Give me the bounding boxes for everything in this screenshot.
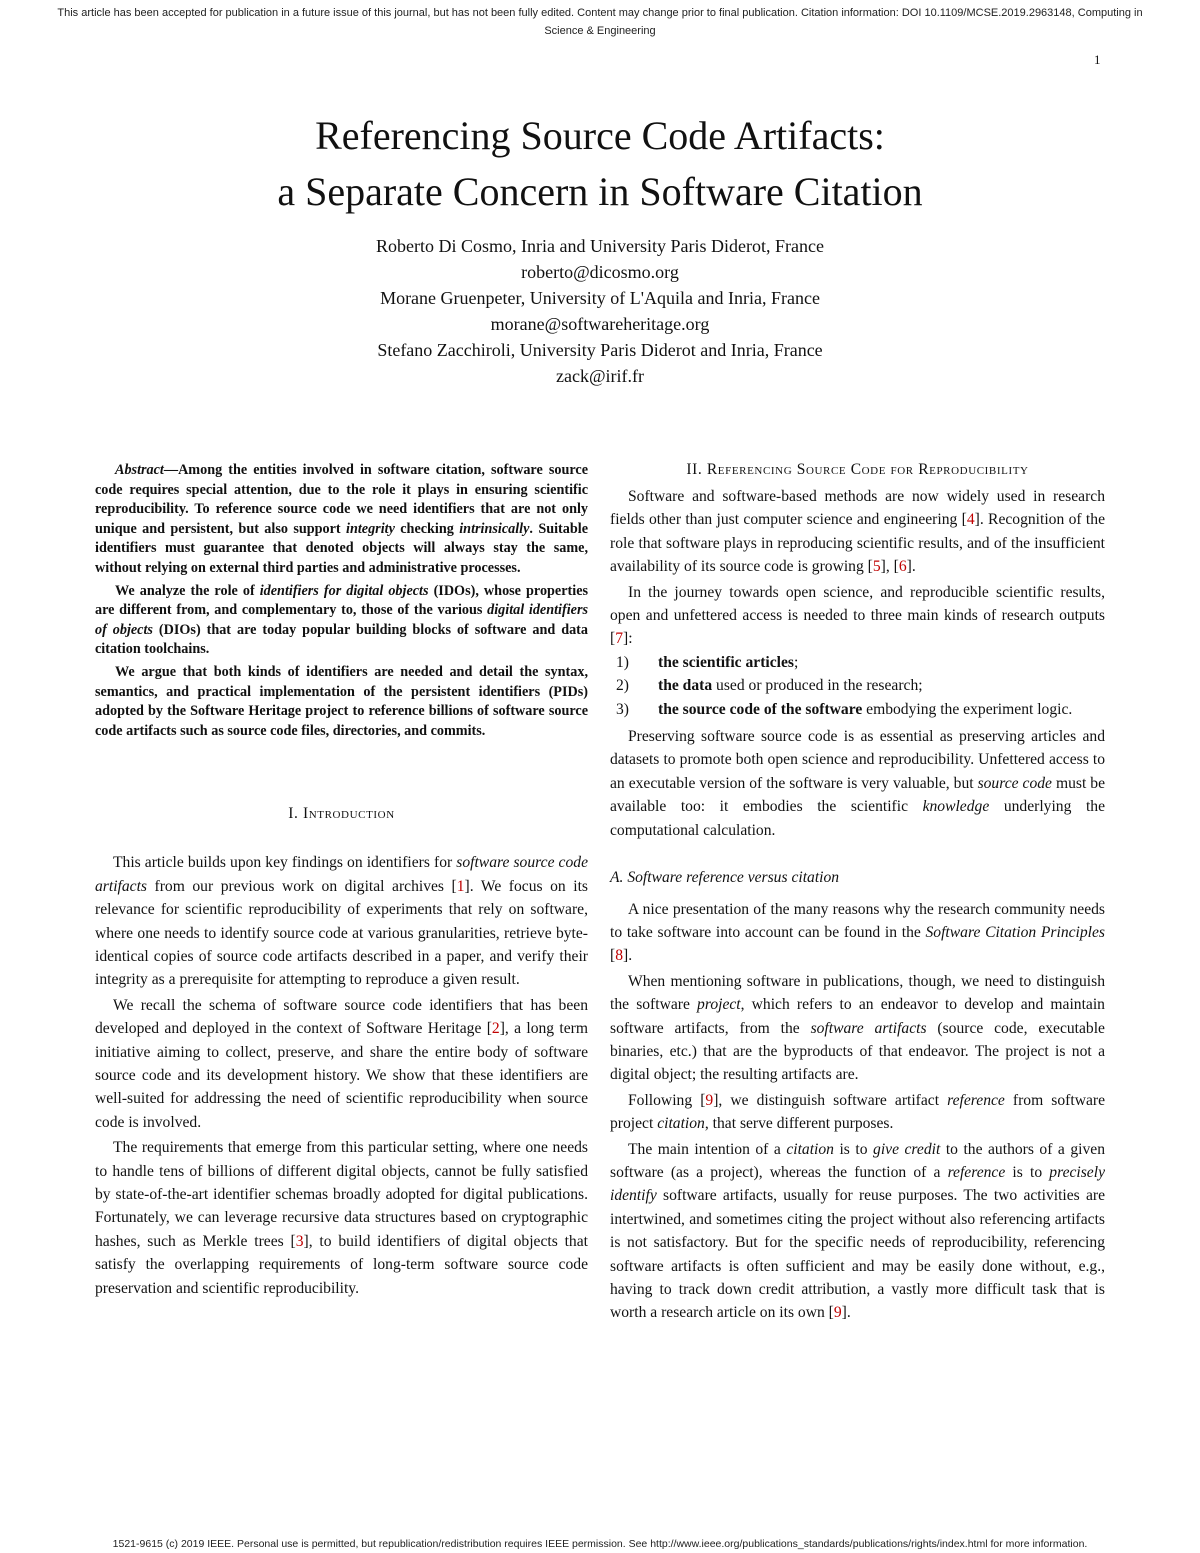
author-email[interactable]: zack@irif.fr	[555, 366, 645, 386]
copyright-footer: 1521-9615 (c) 2019 IEEE. Personal use is permitted, but republication/redistribution requires IEEE permission. See http://www.ieee.org/publications_standards/publications/rights/index.html for more information.	[112, 1538, 1088, 1550]
abstract	[95, 461, 588, 741]
body-paragraph: Software and software-based methods are now widely used in research fields other than just computer science and engineering [4]. Recognition of the role that software plays in reproducing scientific results, and of the insufficient availability of its source code is growing [5], [6].	[610, 488, 1105, 576]
title-line-1: Referencing Source Code Artifacts:	[315, 113, 885, 158]
banner-line-1: This article has been accepted for publication in a future issue of this journal, but has not been fully edited. Content may change prior to final publication. Citation information: DOI 10.1109/MCSE.2019.2963148, Computing in	[57, 7, 1143, 19]
citation-link[interactable]: 1	[456, 877, 465, 895]
abstract-paragraph: We analyze the role of identifiers for digital objects (IDOs), whose properties are different from, and complementary to, those of the various digital identifiers of objects (DIOs) that are today popular building blocks of software and data citation toolchains.	[95, 582, 589, 658]
body-paragraph: Preserving software source code is as essential as preserving articles and datasets to promote both open science and reproducibility. Unfettered access to an executable version of the software is very valuable, but source code must be available too: it embodies the scientific knowledge underlying the computational calculation.	[610, 728, 1105, 839]
citation-link[interactable]: 6	[898, 558, 907, 576]
list-item: 2) the data used or produced in the research;	[616, 677, 923, 695]
author-email[interactable]: roberto@dicosmo.org	[521, 262, 679, 282]
author-affiliation: Stefano Zacchiroli, University Paris Diderot and Inria, France	[377, 340, 823, 360]
citation-link[interactable]: 2	[491, 1020, 500, 1038]
citation-link[interactable]: 7	[615, 630, 623, 648]
body-paragraph: A nice presentation of the many reasons why the research community needs to take software into account can be found in the Software Citation Principles [8].	[610, 900, 1105, 965]
abstract-label: Abstract	[115, 462, 164, 478]
body-paragraph: In the journey towards open science, and reproducible scientific results, open and unfettered access is needed to three main kinds of research outputs [7]:	[610, 583, 1105, 648]
page-number: 1	[1094, 52, 1101, 67]
section2-body-continued	[610, 725, 1105, 1325]
citation-link[interactable]: 3	[295, 1232, 304, 1250]
author-block	[0, 233, 1200, 389]
list-item: 3) the source code of the software embodying the experiment logic.	[616, 700, 1073, 718]
subsection-heading: A. Software reference versus citation	[610, 869, 840, 887]
introduction-body	[95, 851, 588, 1300]
body-paragraph: We recall the schema of software source code identifiers that has been developed and deployed in the context of Software Heritage [2], a long term initiative aiming to collect, preserve, and share the entire body of software source code and its development history. We show that these identifiers are well-suited for addressing the need of scientific reproducibility when source code is involved.	[95, 996, 588, 1131]
citation-link[interactable]: 9	[705, 1091, 714, 1109]
paper-title	[0, 108, 1200, 220]
citation-link[interactable]: 9	[833, 1304, 842, 1322]
research-outputs-list	[610, 651, 1105, 721]
section-heading-introduction: I. Introduction	[288, 805, 395, 823]
body-paragraph: The main intention of a citation is to give credit to the authors of a given software (as a project), whereas the function of a reference is to precisely identify software artifacts, usually for reuse purposes. The two activities are intertwined, and sometimes citing the project without also referencing artifacts is not satisfactory. But for the specific needs of reproducibility, referencing software artifacts is often sufficient and may be easily done without, e.g., having to track down credit attribution, a vastly more difficult task that is worth a research article on its own [9].	[610, 1140, 1105, 1322]
left-column	[95, 461, 588, 1300]
section2-body	[610, 485, 1105, 651]
citation-link[interactable]: 5	[872, 558, 881, 576]
abstract-paragraph: Abstract—Among the entities involved in software citation, software source code requires special attention, due to the role it plays in ensuring scientific reproducibility. To reference source code we need identifiers that are not only unique and persistent, but also support integrity checking intrinsically. Suitable identifiers must guarantee that denoted objects will always stay the same, without relying on external third parties and administrative processes.	[95, 462, 588, 576]
right-column	[610, 461, 1105, 1325]
list-item: 1) the scientific articles;	[616, 653, 799, 671]
section-heading-referencing: II. Referencing Source Code for Reproducibility	[686, 461, 1029, 478]
citation-link[interactable]: 8	[615, 947, 623, 965]
body-paragraph: When mentioning software in publications, though, we need to distinguish the software project, which refers to an endeavor to develop and maintain software artifacts, from the software artifacts (source code, executable binaries, etc.) that are the byproducts of that endeavor. The project is not a digital object; the resulting artifacts are.	[610, 972, 1105, 1084]
body-paragraph: Following [9], we distinguish software artifact reference from software project citation, that serve different purposes.	[610, 1091, 1105, 1133]
body-paragraph: This article builds upon key findings on identifiers for software source code artifacts from our previous work on digital archives [1]. We focus on its relevance for scientific reproducibility of experiments that rely on software, where one needs to identify source code at various granularities, retrieve byte-identical copies of source code artifacts described in a paper, and verify their integrity as a prerequisite for attempting to reproduce a given result.	[95, 854, 588, 989]
publication-banner	[0, 4, 1200, 40]
title-line-2: a Separate Concern in Software Citation	[277, 169, 923, 214]
abstract-paragraph: We argue that both kinds of identifiers are needed and detail the syntax, semantics, and practical implementation of the persistent identifiers (PIDs) adopted by the Software Heritage project to reference billions of software source code artifacts such as source code files, directories, and commits.	[95, 663, 588, 739]
citation-link[interactable]: 4	[966, 511, 975, 529]
author-affiliation: Morane Gruenpeter, University of L'Aquila and Inria, France	[380, 288, 820, 308]
banner-line-2: Science & Engineering	[544, 25, 656, 37]
author-email[interactable]: morane@softwareheritage.org	[490, 314, 710, 334]
body-paragraph: The requirements that emerge from this particular setting, where one needs to handle tens of billions of different digital objects, cannot be fully satisfied by state-of-the-art identifier schemas broadly adopted for digital publications. Fortunately, we can leverage recursive data structures based on cryptographic hashes, such as Merkle trees [3], to build identifiers of digital objects that satisfy the overlapping requirements of long-term software source code preservation and scientific reproducibility.	[95, 1139, 588, 1297]
author-affiliation: Roberto Di Cosmo, Inria and University Paris Diderot, France	[376, 236, 824, 256]
